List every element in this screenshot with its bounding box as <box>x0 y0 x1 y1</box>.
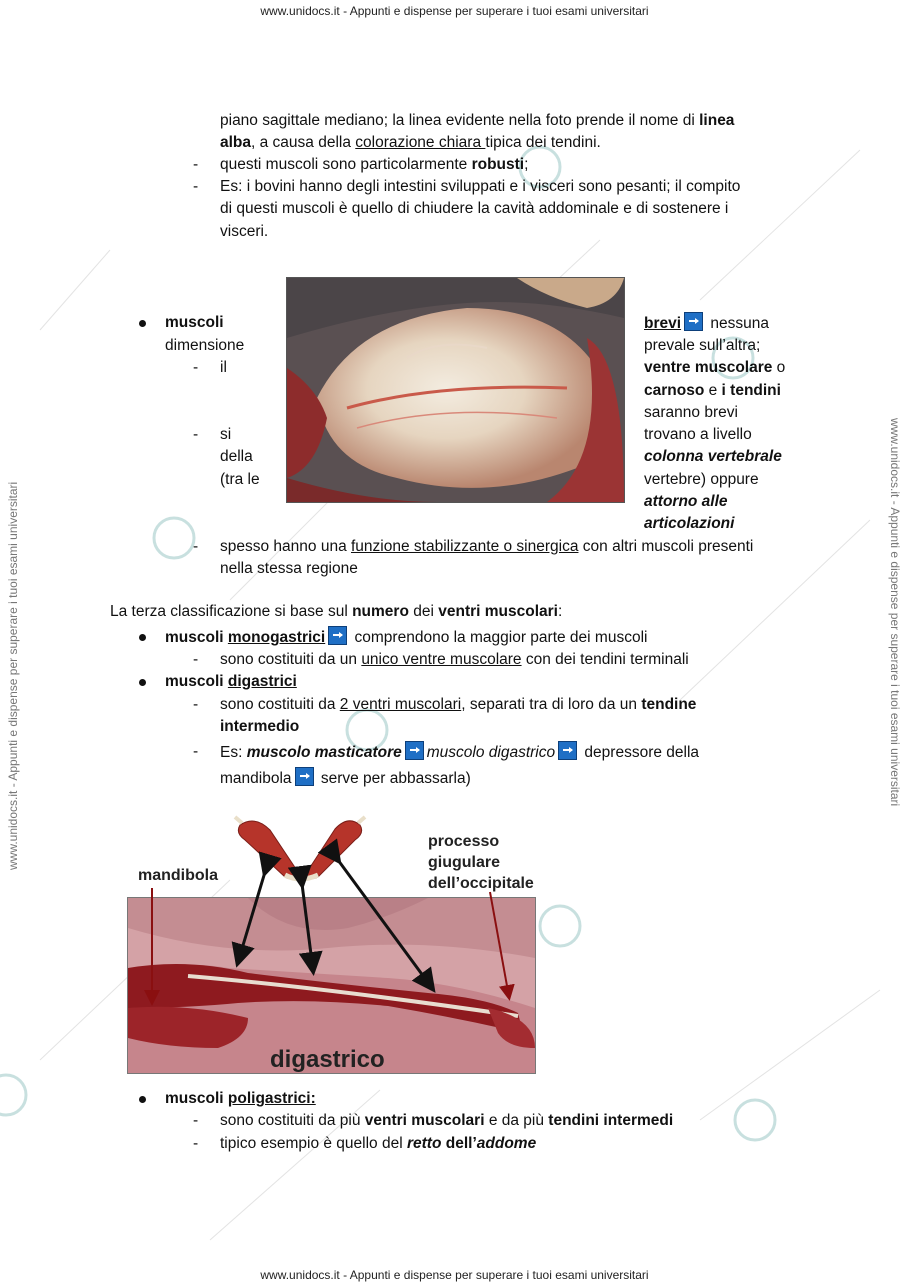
digastrici-item: muscoli digastrici <box>165 673 297 690</box>
brevi-left-1: muscoli <box>165 314 224 331</box>
intro-dash-2-line-1: Es: i bovini hanno degli intestini sviluppati e i visceri sono pesanti; il compito <box>220 178 741 195</box>
digastrici-dash-1: sono costituiti da 2 ventri muscolari, separati tra di loro da un tendine <box>220 696 697 713</box>
intro-dash-2-line-2: di questi muscoli è quello di chiudere la cavità addominale e di sostenere i <box>220 200 729 217</box>
label-processo: processo <box>428 833 500 850</box>
intro-line-2: alba, a causa della colorazione chiara tipica dei tendini. <box>220 134 601 151</box>
intro-dash-2-line-3: visceri. <box>220 223 269 240</box>
brevi-right-5: saranno brevi <box>644 404 738 421</box>
brevi-right-9: attorno alle <box>644 493 728 510</box>
bullet-point <box>139 1096 146 1103</box>
left-watermark: www.unidocs.it - Appunti e dispense per superare i tuoi esami universitari <box>6 481 20 870</box>
dash-marker: - <box>193 178 199 195</box>
brevi-left-3: il <box>220 359 227 376</box>
brevi-dash-3: spesso hanno una funzione stabilizzante o sinergica con altri muscoli presenti <box>220 538 754 555</box>
dash-marker: - <box>193 359 199 376</box>
dash-marker: - <box>193 1135 199 1152</box>
poligastrici-item: muscoli poligastrici: <box>165 1090 316 1107</box>
brevi-right-7: colonna vertebrale <box>644 448 782 465</box>
dash-marker: - <box>193 426 199 443</box>
dash-marker: - <box>193 651 199 668</box>
third-classification-intro: La terza classificazione si base sul numero dei ventri muscolari: <box>110 603 563 620</box>
brevi-right-3: ventre muscolare o <box>644 359 786 376</box>
brevi-right-6: trovano a livello <box>644 426 752 443</box>
dash-marker: - <box>193 538 199 555</box>
brevi-left-5: della <box>220 448 253 465</box>
dash-marker: - <box>193 743 199 760</box>
dash-marker: - <box>193 156 199 173</box>
page-header: www.unidocs.it - Appunti e dispense per superare i tuoi esami universitari <box>260 4 649 18</box>
brevi-left-4: si <box>220 426 232 443</box>
dash-marker: - <box>193 1112 199 1129</box>
brevi-left-6: (tra le <box>220 471 260 488</box>
brevi-right-10: articolazioni <box>644 515 735 532</box>
digastrici-dash-2: Es: muscolo masticatore muscolo digastrico depressore della <box>220 741 699 764</box>
brevi-right-8: vertebre) oppure <box>644 471 759 488</box>
digastrici-dash-2-line-2: mandibola serve per abbassarla) <box>220 767 471 790</box>
page-footer: www.unidocs.it - Appunti e dispense per superare i tuoi esami universitari <box>260 1268 649 1282</box>
intro-line-1: piano sagittale mediano; la linea evidente nella foto prende il nome di linea <box>220 112 735 129</box>
poligastrici-dash-2: tipico esempio è quello del retto dell’addome <box>220 1135 537 1152</box>
label-mandibola: mandibola <box>138 867 219 884</box>
intro-dash-1: questi muscoli sono particolarmente robusti; <box>220 156 529 173</box>
label-occipitale: dell’occipitale <box>428 875 534 892</box>
dash-marker: - <box>193 696 199 713</box>
label-digastrico: digastrico <box>270 1046 385 1073</box>
poligastrici-dash-1: sono costituiti da più ventri muscolari e da più tendini intermedi <box>220 1112 674 1129</box>
brevi-right-1: brevi nessuna <box>644 312 769 335</box>
right-watermark: www.unidocs.it - Appunti e dispense per superare i tuoi esami universitari <box>888 418 902 807</box>
brevi-right-4: carnoso e i tendini <box>644 382 781 399</box>
digastrici-dash-1-line-2: intermedio <box>220 718 300 735</box>
label-giugulare: giugulare <box>428 854 501 871</box>
monogastrici-dash: sono costituiti da un unico ventre muscolare con dei tendini terminali <box>220 651 689 668</box>
brevi-dash-3-line-2: nella stessa regione <box>220 560 358 577</box>
monogastrici-item: muscoli monogastrici comprendono la maggior parte dei muscoli <box>165 626 647 649</box>
brevi-left-2: dimensione <box>165 337 245 354</box>
brevi-right-2: prevale sull’altra; <box>644 337 761 354</box>
